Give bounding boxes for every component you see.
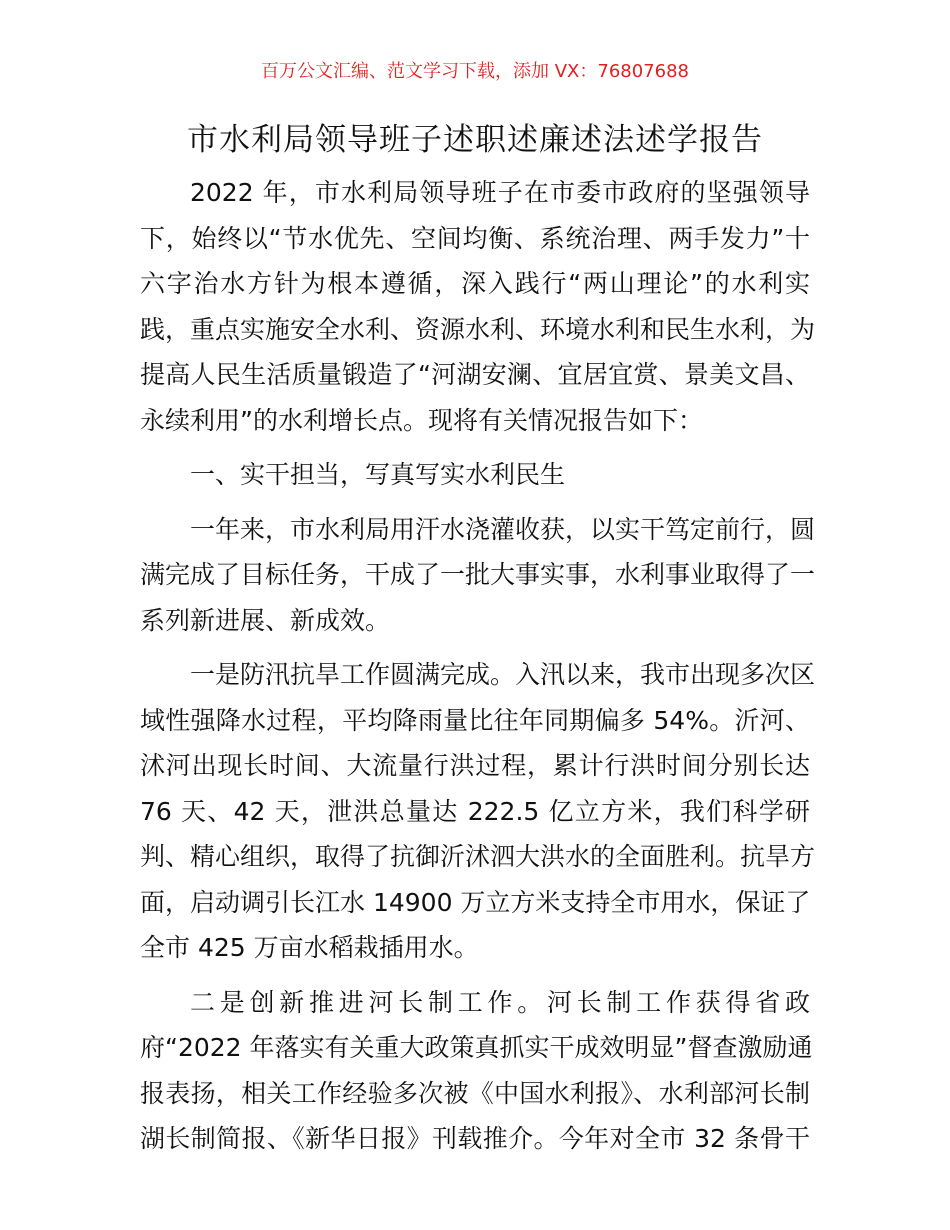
text-line: 系列新进展、新成效。 [140,605,391,635]
text-line: 六字治水方针为根本遵循，深入践行“两山理论”的水利实 [140,269,810,298]
text-line: 报表扬，相关工作经验多次被《中国水利报》、水利部河长制 [140,1078,810,1108]
text-line: 沭河出现长时间、大流量行洪过程，累计行洪时间分别长达 [140,751,810,780]
text-line: 永续利用”的水利增长点。现将有关情况报告如下： [140,405,703,435]
text-line: 湖长制简报、《新华日报》刊载推介。今年对全市 32 条骨干 [140,1124,810,1153]
text-line: 76 天、42 天，泄洪总量达 222.5 亿立方米，我们科学研 [140,796,810,826]
text-line: 二是创新推进河长制工作。河长制工作获得省政 [190,987,810,1017]
text-line: 满完成了目标任务，干成了一批大事实事，水利事业取得了一 [140,560,816,589]
paragraph [140,507,816,644]
text-line: 2022 年，市水利局领导班子在市委市政府的坚强领导 [190,178,810,207]
text-line: 面，启动调引长江水 14900 万立方米支持全市用水，保证了 [140,887,811,917]
text-line: 下，始终以“节水优先、空间均衡、系统治理、两手发力”十 [140,223,810,253]
text-line: 一年来，市水利局用汗水浇灌收获，以实干笃定前行，圆 [190,514,816,544]
section-heading [140,452,810,498]
text-line: 判、精心组织，取得了抗御沂沭泗大洪水的全面胜利。抗旱方 [140,842,816,871]
paragraph [140,170,816,443]
text-line: 一、实干担当，写真写实水利民生 [190,460,566,489]
text-line: 践，重点实施安全水利、资源水利、环境水利和民生水利，为 [140,314,816,344]
text-line: 府“2022 年落实有关重大政策真抓实干成效明显”督查激励通 [140,1033,813,1062]
document-body [140,170,816,1171]
document-title: 市水利局领导班子述职述廉述法述学报告 [187,122,763,158]
text-line: 域性强降水过程，平均降雨量比往年同期偏多 54%。沂河、 [140,705,810,735]
watermark-header: 百万公文汇编、范文学习下载，添加 VX：76807688 [261,61,689,82]
text-line: 全市 425 万亩水稻栽插用水。 [140,933,479,962]
text-line: 提高人民生活质量锻造了“河湖安澜、宜居宜赏、景美文昌、 [140,360,810,389]
paragraph [140,980,813,1162]
text-line: 一是防汛抗旱工作圆满完成。入汛以来，我市出现多次区 [190,660,816,689]
paragraph [140,652,816,971]
